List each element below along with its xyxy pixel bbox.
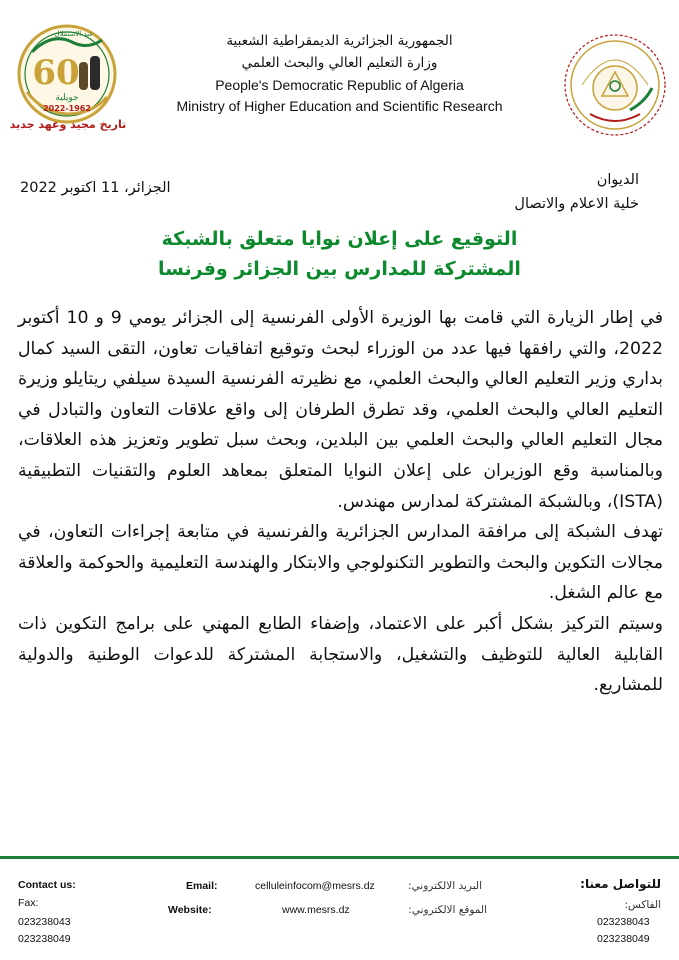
phone-2-en: 023238049	[18, 933, 71, 945]
website-label-ar: الموقع الالكتروني:	[408, 904, 487, 916]
logo-years: 2022-1962	[43, 104, 91, 113]
fax-label-ar: الفاكس:	[624, 899, 661, 911]
phone-1-ar: 023238043	[597, 916, 650, 928]
website-url[interactable]: www.mesrs.dz	[282, 904, 350, 916]
paragraph-1: في إطار الزيارة التي قامت بها الوزيرة الأولى الفرنسية إلى الجزائر يومي 9 و 10 أكتوبر 2022، والتي رافقها فيها عدد من الوزراء لبحث وتوقيع اتفاقيات تعاون، التقى السيد كمال بداري وزير التعليم العالي والبحث العلمي، مع نظيرته الفرنسية السيدة سيلفي ريتايلو وزيرة التعليم العالي والبحث العلمي، وقد تطرق الطرفان إلى واقع علاقات التعاون والتبادل في مجال التعليم العالي والبحث العلمي بين البلدين، وبحث سبل تطوير وتعزيز هذه العلاقات، وبالمناسبة وقع الوزيران على إعلان النوايا المتعلق بمعاهد العلوم والتقنيات التطبيقية (ISTA)، وبالشبكة المشتركة لمدارس مهندس.	[18, 308, 663, 512]
header-republic-ar: الجمهورية الجزائرية الديمقراطية الشعبية	[226, 33, 453, 49]
document-date: الجزائر، 11 اكتوبر 2022	[20, 180, 171, 196]
title-line-1: التوقيع على إعلان نوايا متعلق بالشبكة	[161, 228, 518, 250]
header-republic-en: People's Democratic Republic of Algeria	[215, 77, 464, 93]
logo-word: جويلية	[55, 93, 79, 103]
contact-label-ar: للتواصل معنا:	[580, 877, 661, 891]
footer	[0, 859, 679, 960]
paragraph-3: وسيتم التركيز بشكل أكبر على الاعتماد، وإضفاء الطابع المهني على برامج التكوين ذات القابلية العالية للتوظيف والتشغيل، والاستجابة المشتركة للدعوات الوطنية والدولية للمشاريع.	[18, 613, 663, 696]
title-line-2: المشتركة للمدارس بين الجزائر وفرنسا	[158, 258, 521, 280]
logo-tagline: تاريخ مجيد وعهد جديد	[9, 118, 127, 131]
header-ministry-en: Ministry of Higher Education and Scientific Research	[176, 98, 503, 114]
header-ministry-ar: وزارة التعليم العالي والبحث العلمي	[241, 55, 438, 71]
paragraph-2: تهدف الشبكة إلى مرافقة المدارس الجزائرية والفرنسية في متابعة إجراءات التعاون، في مجالات التكوين والبحث والتطوير التكنولوجي والابتكار والهندسة التعليمية والحوكمة والعلاقة مع عالم الشغل.	[18, 522, 663, 604]
phone-1-en: 023238043	[18, 916, 71, 928]
contact-label-en: Contact us:	[18, 879, 76, 891]
logo-top-text: عيد الاستقلال	[54, 30, 94, 38]
article-body	[18, 303, 663, 701]
office-label: الديوان	[596, 172, 639, 188]
logo-number: 60	[32, 53, 80, 93]
website-label-en: Website:	[168, 904, 212, 916]
phone-2-ar: 023238049	[597, 933, 650, 945]
cell-label: خلية الاعلام والاتصال	[514, 196, 639, 212]
fax-label-en: Fax:	[18, 897, 39, 909]
email-label-ar: البريد الالكتروني:	[408, 880, 482, 892]
email-label-en: Email:	[186, 880, 218, 892]
email-address[interactable]: celluleinfocom@mesrs.dz	[255, 880, 375, 892]
